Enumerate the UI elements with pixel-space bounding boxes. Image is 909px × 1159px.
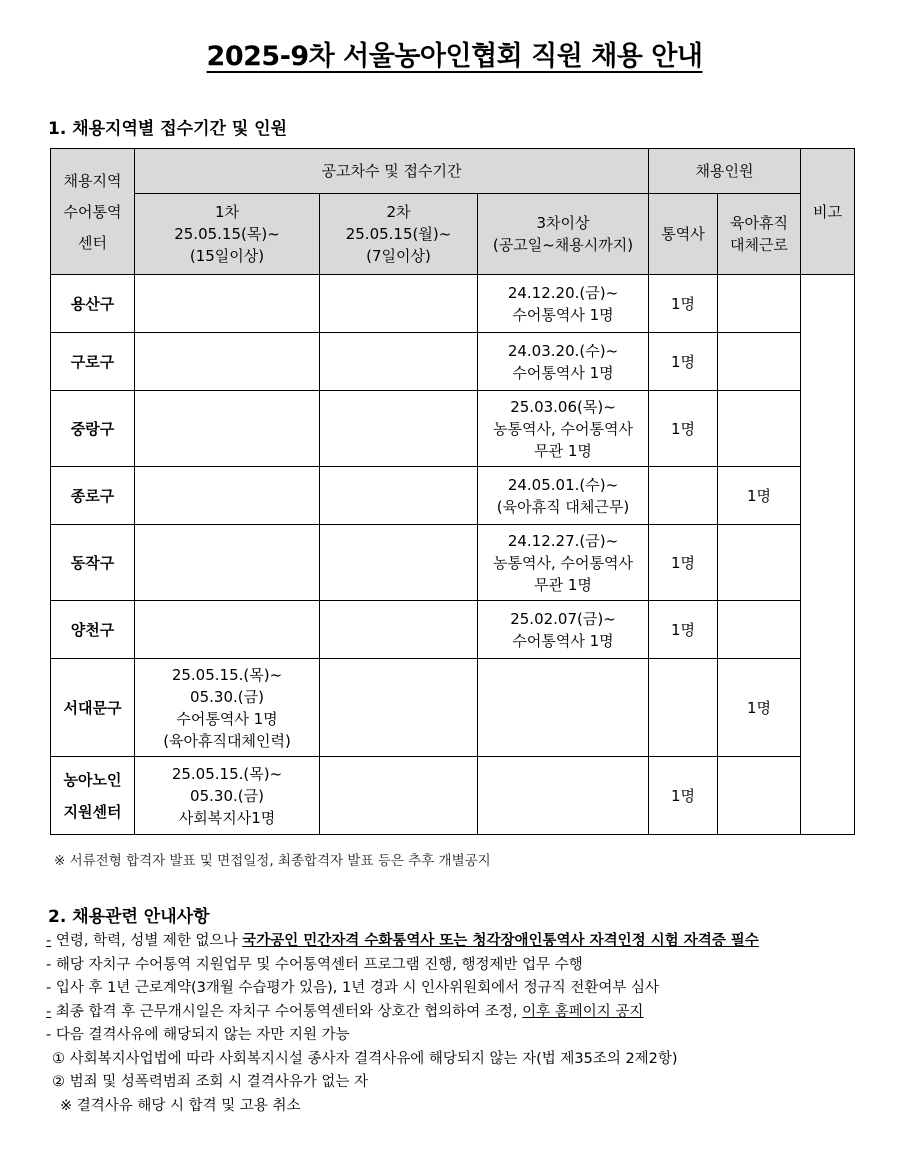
leave-count: 1명 bbox=[718, 467, 801, 525]
table-row bbox=[51, 467, 855, 525]
header-round-1: 1차 25.05.15(목)~ (15일이상) bbox=[135, 194, 320, 275]
interpreter-count: 1명 bbox=[649, 333, 718, 391]
header-interpreter: 통역사 bbox=[649, 194, 718, 275]
table-footnote: ※ 서류전형 합격자 발표 및 면접일정, 최종합격자 발표 등은 추후 개별공지 bbox=[54, 853, 491, 869]
homepage-notice-text: 이후 홈페이지 공지 bbox=[522, 1003, 644, 1020]
round-2-cell bbox=[320, 757, 478, 835]
header-round-3: 3차이상 (공고일~채용시까지) bbox=[478, 194, 649, 275]
table-row bbox=[51, 659, 855, 757]
guide-subnote: ※ 결격사유 해당 시 합격 및 고용 취소 bbox=[60, 1097, 301, 1114]
table-row bbox=[51, 525, 855, 601]
page-title: 2025-9차 서울농아인협회 직원 채용 안내 bbox=[206, 41, 703, 72]
guide-item: - 입사 후 1년 근로계약(3개월 수습평가 있음), 1년 경과 시 인사위원회에서 정규직 전환여부 심사 bbox=[46, 980, 659, 996]
leave-count bbox=[718, 525, 801, 601]
guide-item: - 해당 자치구 수어통역 지원업무 및 수어통역센터 프로그램 진행, 행정제반 업무 수행 bbox=[46, 956, 583, 973]
round-3-cell: 24.03.20.(수)~ 수어통역사 1명 bbox=[478, 333, 649, 391]
interpreter-count: 1명 bbox=[649, 391, 718, 467]
recruitment-table bbox=[50, 148, 855, 835]
round-3-cell bbox=[478, 659, 649, 757]
leave-count bbox=[718, 391, 801, 467]
interpreter-count bbox=[649, 659, 718, 757]
round-1-cell: 25.05.15.(목)~ 05.30.(금) 수어통역사 1명 (육아휴직대체인력) bbox=[135, 659, 320, 757]
round-2-cell bbox=[320, 525, 478, 601]
interpreter-count: 1명 bbox=[649, 601, 718, 659]
round-3-cell bbox=[478, 757, 649, 835]
guide-subitem: ① 사회복지사업법에 따라 사회복지시설 종사자 결격사유에 해당되지 않는 자(법 제35조의 2제2항) bbox=[52, 1050, 678, 1067]
header-period: 공고차수 및 접수기간 bbox=[135, 149, 649, 194]
region-cell: 구로구 bbox=[51, 333, 135, 391]
guide-subitem: ② 범죄 및 성폭력범죄 조회 시 결격사유가 없는 자 bbox=[52, 1074, 369, 1090]
leave-count bbox=[718, 757, 801, 835]
section-1-heading: 1. 채용지역별 접수기간 및 인원 bbox=[48, 119, 288, 139]
leave-count bbox=[718, 601, 801, 659]
guide-item: - 다음 결격사유에 해당되지 않는 자만 지원 가능 bbox=[46, 1027, 350, 1043]
guide-item: - 최종 합격 후 근무개시일은 자치구 수어통역센터와 상호간 협의하여 조정, 이후 홈페이지 공지 bbox=[46, 1003, 644, 1020]
round-1-cell: 25.05.15.(목)~ 05.30.(금) 사회복지사1명 bbox=[135, 757, 320, 835]
region-cell: 양천구 bbox=[51, 601, 135, 659]
region-cell: 중랑구 bbox=[51, 391, 135, 467]
leave-count bbox=[718, 275, 801, 333]
region-cell: 종로구 bbox=[51, 467, 135, 525]
header-round-2: 2차 25.05.15(월)~ (7일이상) bbox=[320, 194, 478, 275]
header-note: 비고 bbox=[801, 149, 855, 275]
round-1-cell bbox=[135, 391, 320, 467]
round-3-cell: 24.12.20.(금)~ 수어통역사 1명 bbox=[478, 275, 649, 333]
interpreter-count: 1명 bbox=[649, 757, 718, 835]
round-3-cell: 24.12.27.(금)~ 농통역사, 수어통역사 무관 1명 bbox=[478, 525, 649, 601]
round-1-cell bbox=[135, 275, 320, 333]
round-2-cell bbox=[320, 659, 478, 757]
table-row bbox=[51, 333, 855, 391]
round-1-cell bbox=[135, 333, 320, 391]
interpreter-count: 1명 bbox=[649, 525, 718, 601]
table-row bbox=[51, 275, 855, 333]
round-2-cell bbox=[320, 275, 478, 333]
round-2-cell bbox=[320, 391, 478, 467]
round-3-cell: 24.05.01.(수)~ (육아휴직 대체근무) bbox=[478, 467, 649, 525]
region-cell: 농아노인 지원센터 bbox=[51, 757, 135, 835]
header-region: 채용지역 수어통역 센터 bbox=[51, 149, 135, 275]
leave-count bbox=[718, 333, 801, 391]
round-1-cell bbox=[135, 525, 320, 601]
guide-list bbox=[46, 930, 759, 1118]
table-row bbox=[51, 391, 855, 467]
round-2-cell bbox=[320, 467, 478, 525]
round-3-cell: 25.03.06(목)~ 농통역사, 수어통역사 무관 1명 bbox=[478, 391, 649, 467]
leave-count: 1명 bbox=[718, 659, 801, 757]
interpreter-count bbox=[649, 467, 718, 525]
required-certificate-text: 국가공인 민간자격 수화통역사 또는 청각장애인통역사 자격인정 시험 자격증 필수 bbox=[242, 933, 759, 949]
section-2-heading: 2. 채용관련 안내사항 bbox=[48, 907, 210, 927]
region-cell: 서대문구 bbox=[51, 659, 135, 757]
round-1-cell bbox=[135, 467, 320, 525]
round-3-cell: 25.02.07(금)~ 수어통역사 1명 bbox=[478, 601, 649, 659]
guide-item: - 연령, 학력, 성별 제한 없으나 국가공인 민간자격 수화통역사 또는 청각장애인통역사 자격인정 시험 자격증 필수 bbox=[46, 933, 759, 949]
region-cell: 동작구 bbox=[51, 525, 135, 601]
table-row bbox=[51, 601, 855, 659]
region-cell: 용산구 bbox=[51, 275, 135, 333]
header-leave-substitute: 육아휴직 대체근로 bbox=[718, 194, 801, 275]
round-2-cell bbox=[320, 333, 478, 391]
interpreter-count: 1명 bbox=[649, 275, 718, 333]
round-1-cell bbox=[135, 601, 320, 659]
header-staff: 채용인원 bbox=[649, 149, 801, 194]
table-row bbox=[51, 757, 855, 835]
round-2-cell bbox=[320, 601, 478, 659]
note-cell bbox=[801, 275, 855, 835]
